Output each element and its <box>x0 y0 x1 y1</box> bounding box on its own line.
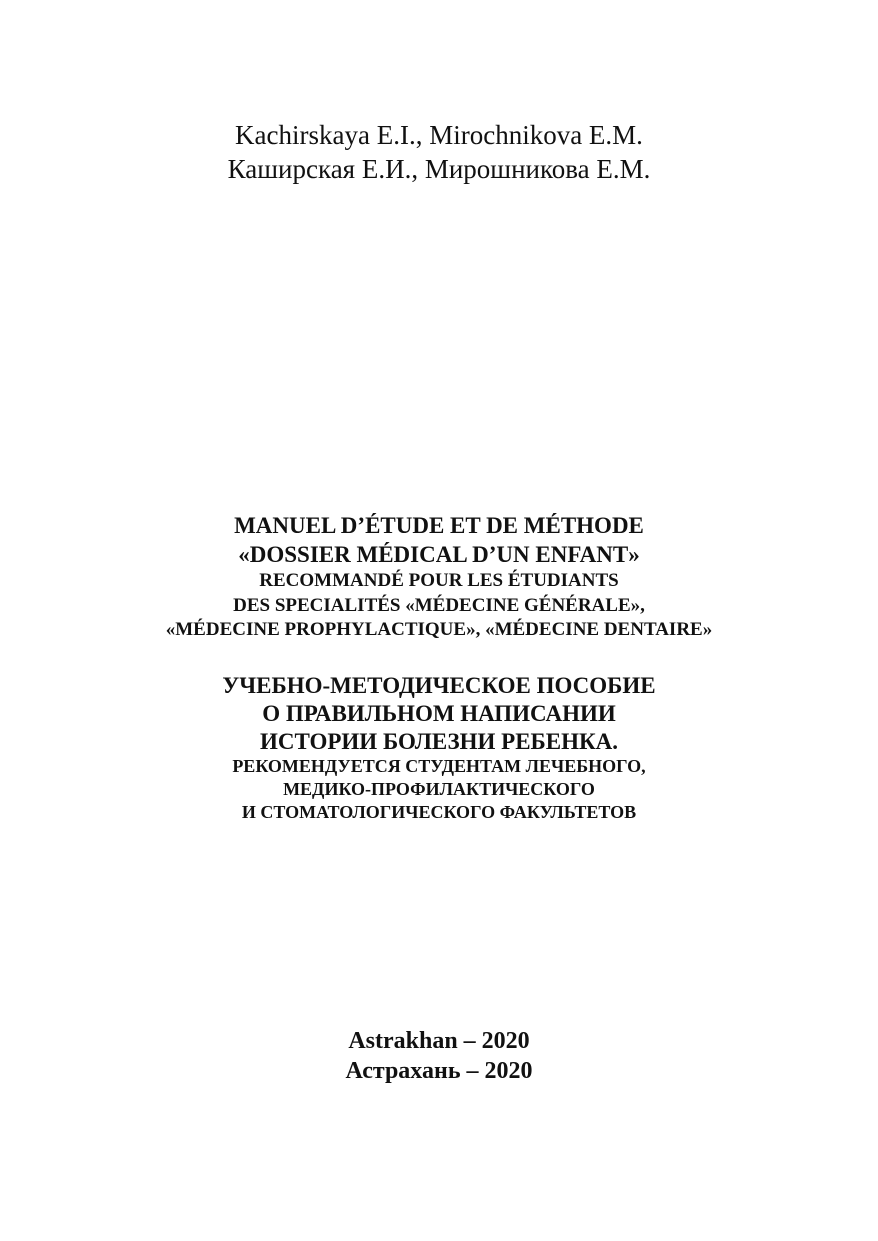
russian-subtitle-line-3: И СТОМАТОЛОГИЧЕСКОГО ФАКУЛЬТЕТОВ <box>241 802 637 822</box>
imprint-latin: Astrakhan – 2020 <box>348 1028 530 1054</box>
authors-latin: Kachirskaya E.I., Mirochnikova E.M. <box>235 120 643 150</box>
authors-cyrillic: Каширская Е.И., Мирошникова Е.М. <box>227 154 651 184</box>
french-title-line-2: «DOSSIER MÉDICAL D’UN ENFANT» <box>238 542 640 567</box>
russian-subtitle-line-1: РЕКОМЕНДУЕТСЯ СТУДЕНТАМ ЛЕЧЕБНОГО, <box>232 756 646 776</box>
french-title-line-1: MANUEL D’ÉTUDE ET DE MÉTHODE <box>234 513 644 538</box>
imprint-cyrillic: Астрахань – 2020 <box>345 1058 533 1084</box>
russian-title-line-3: ИСТОРИИ БОЛЕЗНИ РЕБЕНКА. <box>259 729 619 754</box>
russian-title-line-1: УЧЕБНО-МЕТОДИЧЕСКОЕ ПОСОБИЕ <box>222 673 656 698</box>
russian-subtitle-line-2: МЕДИКО-ПРОФИЛАКТИЧЕСКОГО <box>283 779 595 799</box>
russian-title-line-2: О ПРАВИЛЬНОМ НАПИСАНИИ <box>262 701 616 726</box>
french-subtitle-line-2: DES SPECIALITÉS «MÉDECINE GÉNÉRALE», <box>233 595 645 616</box>
french-subtitle-line-3: «MÉDECINE PROPHYLACTIQUE», «MÉDECINE DENTAIRE» <box>165 619 713 640</box>
french-subtitle-line-1: RECOMMANDÉ POUR LES ÉTUDIANTS <box>259 570 619 591</box>
